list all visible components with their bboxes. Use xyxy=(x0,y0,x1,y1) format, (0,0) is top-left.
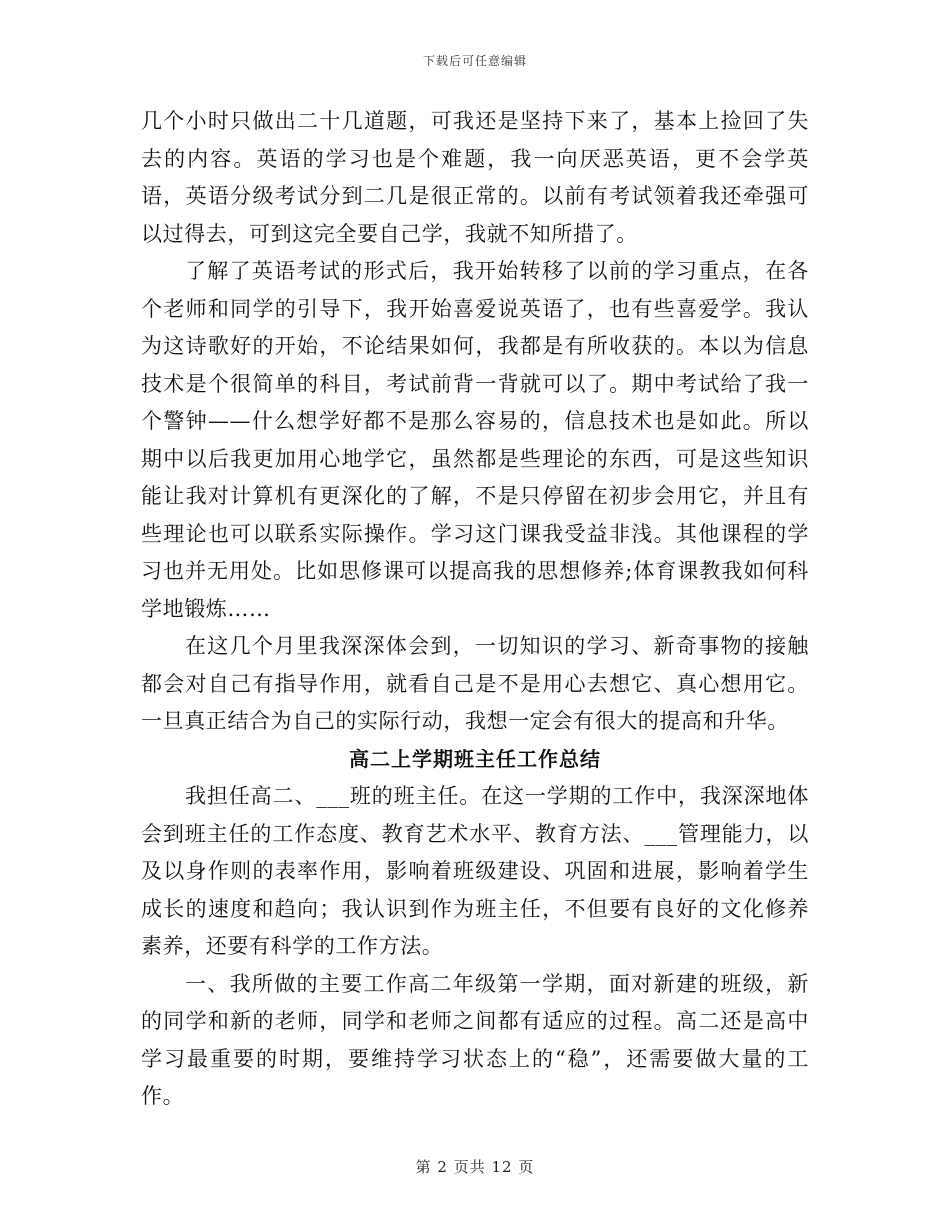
section-title: 高二上学期班主任工作总结 xyxy=(349,746,601,771)
paragraph-5: 一、我所做的主要工作高二年级第一学期，面对新建的班级，新的同学和新的老师，同学和老师之间都有适应的过程。高二还是高中学习最重要的时期，要维持学习状态上的“稳”，还需要做大量的工作。 xyxy=(141,971,809,1108)
document-body xyxy=(141,103,809,1116)
page-header-note: 下载后可任意编辑 xyxy=(422,54,527,68)
paragraph-4: 我担任高二、___班的班主任。在这一学期的工作中，我深深地体会到班主任的工作态度、教育艺术水平、教育方法、___管理能力，以及以身作则的表率作用，影响着班级建设、巩固和进展，影响着学生成长的速度和趋向；我认识到作为班主任，不但要有良好的文化修养素养，还要有科学的工作方法。 xyxy=(141,784,809,958)
page-footer-number: 第 2 页共 12 页 xyxy=(415,1158,535,1176)
paragraph-2: 了解了英语考试的形式后，我开始转移了以前的学习重点，在各个老师和同学的引导下，我开始喜爱说英语了，也有些喜爱学。我认为这诗歌好的开始，不论结果如何，我都是有所收获的。本以为信息技术是个很简单的科目，考试前背一背就可以了。期中考试给了我一个警钟——什么想学好都不是那么容易的，信息技术也是如此。所以期中以后我更加用心地学它，虽然都是些理论的东西，可是这些知识能让我对计算机有更深化的了解，不是只停留在初步会用它，并且有些理论也可以联系实际操作。学习这门课我受益非浅。其他课程的学习也并无用处。比如思修课可以提高我的思想修养;体育课教我如何科学地锻炼…… xyxy=(141,259,809,621)
paragraph-3: 在这几个月里我深深体会到，一切知识的学习、新奇事物的接触都会对自己有指导作用，就看自己是不是用心去想它、真心想用它。一旦真正结合为自己的实际行动，我想一定会有很大的提高和升华。 xyxy=(141,634,809,733)
paragraph-1: 几个小时只做出二十几道题，可我还是坚持下来了，基本上捡回了失去的内容。英语的学习也是个难题，我一向厌恶英语，更不会学英语，英语分级考试分到二几是很正常的。以前有考试领着我还牵强可以过得去，可到这完全要自己学，我就不知所措了。 xyxy=(141,109,809,246)
